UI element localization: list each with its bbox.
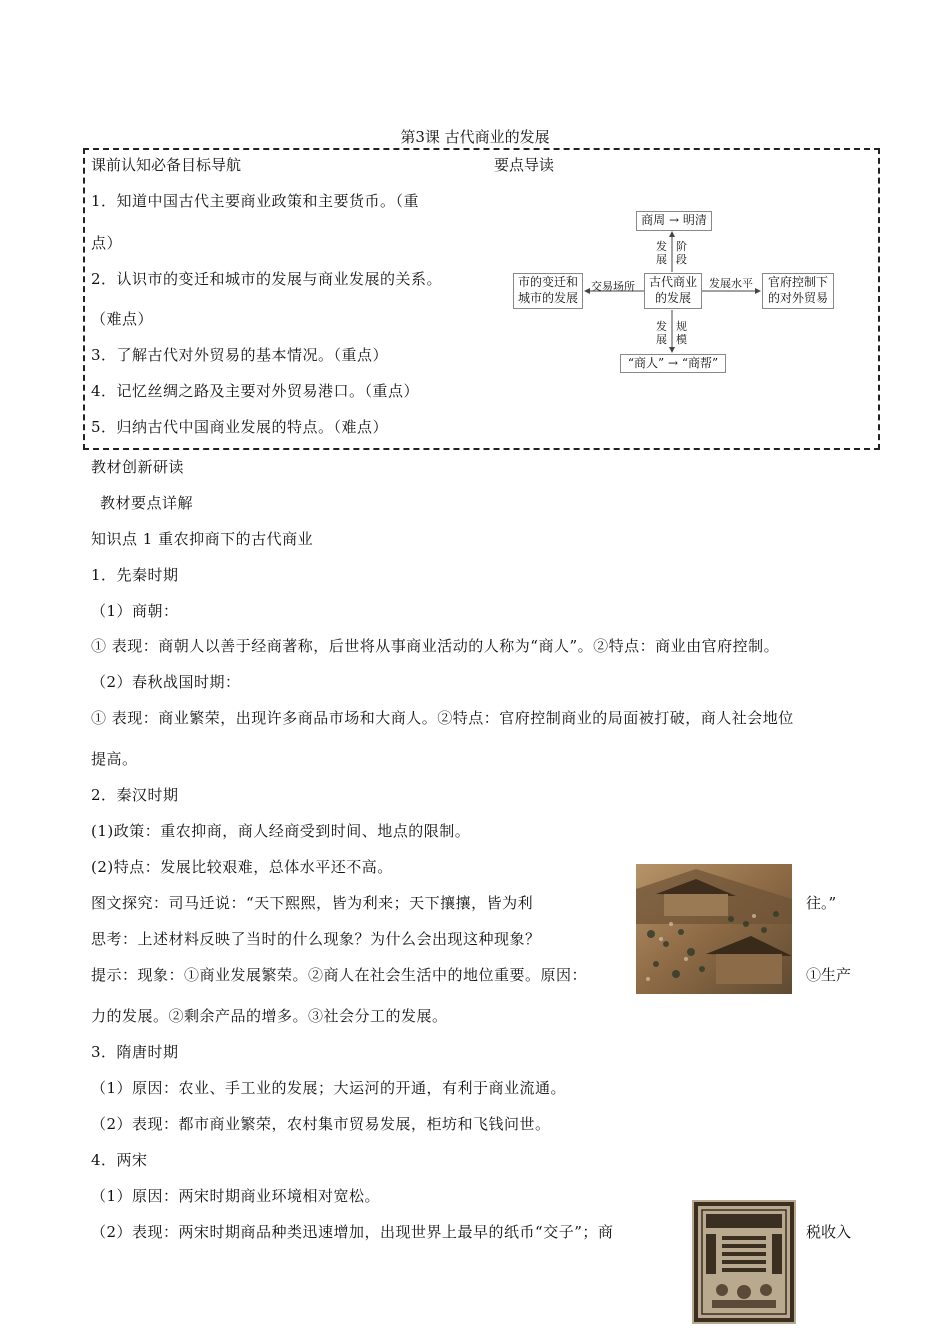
goal-item: 点） — [91, 234, 123, 252]
knowledge-point-heading: 知识点 1 重农抑商下的古代商业 — [91, 530, 314, 548]
paragraph: 税收入 — [806, 1223, 852, 1241]
node-market-line: 城市的发展 — [517, 291, 578, 305]
goal-item: 2．认识市的变迁和城市的发展与商业发展的关系。 — [91, 270, 443, 288]
goal-item: 1．知道中国古代主要商业政策和主要货币。（重 — [91, 192, 420, 210]
node-trade-line: 官府控制下 — [767, 275, 828, 289]
label-stage: 阶段 — [676, 240, 687, 266]
node-market-line: 市的变迁和 — [517, 275, 578, 289]
node-center-line: 的发展 — [654, 291, 691, 305]
market-painting-image — [636, 864, 792, 994]
sub-heading: 教材要点详解 — [100, 494, 194, 512]
node-market — [513, 273, 583, 309]
label-scale: 规模 — [676, 320, 687, 346]
node-scale: “商人” → “商帮” — [620, 354, 726, 373]
label-develop: 发展 — [656, 320, 667, 346]
paragraph: （1）商朝： — [91, 602, 179, 620]
paragraph: (2)特点：发展比较艰难，总体水平还不高。 — [91, 858, 393, 876]
paragraph: 4．两宋 — [91, 1151, 148, 1169]
paragraph: （1）原因：两宋时期商业环境相对宽松。 — [91, 1187, 381, 1205]
page-title: 第3课 古代商业的发展 — [400, 128, 550, 146]
paragraph: ① 表现：商业繁荣，出现许多商品市场和大商人。②特点：官府控制商业的局面被打破，商人社会地位 — [91, 709, 794, 727]
paragraph: （2）春秋战国时期： — [91, 673, 241, 691]
paragraph: 提示：现象：①商业发展繁荣。②商人在社会生活中的地位重要。原因： — [91, 966, 588, 984]
goal-item: 5．归纳古代中国商业发展的特点。（难点） — [91, 418, 389, 436]
goals-heading: 课前认知必备目标导航 — [91, 156, 242, 174]
paragraph: ① 表现：商朝人以善于经商著称，后世将从事商业活动的人称为“商人”。②特点：商业由官府控制。 — [91, 637, 780, 655]
node-center — [644, 273, 702, 309]
paragraph: 1．先秦时期 — [91, 566, 179, 584]
node-trade — [762, 273, 834, 309]
label-develop: 发展 — [656, 240, 667, 266]
paragraph: （2）表现：都市商业繁荣，农村集市贸易发展，柜坊和飞钱问世。 — [91, 1115, 551, 1133]
paragraph: ①生产 — [806, 966, 852, 984]
goal-item: 3．了解古代对外贸易的基本情况。（重点） — [91, 346, 389, 364]
section-heading: 教材创新研读 — [91, 458, 185, 476]
paragraph: 3．隋唐时期 — [91, 1043, 179, 1061]
paragraph: 图文探究：司马迁说：“天下熙熙，皆为利来；天下攘攘，皆为利 — [91, 894, 534, 912]
label-trading-place: 交易场所 — [591, 280, 635, 293]
paragraph: 提高。 — [91, 750, 138, 768]
paragraph: (1)政策：重农抑商，商人经商受到时间、地点的限制。 — [91, 822, 471, 840]
node-center-line: 古代商业 — [648, 275, 697, 289]
paragraph: 力的发展。②剩余产品的增多。③社会分工的发展。 — [91, 1007, 448, 1025]
paragraph: 往。” — [806, 894, 837, 912]
node-trade-line: 的对外贸易 — [767, 291, 828, 305]
paragraph: 2．秦汉时期 — [91, 786, 179, 804]
goal-item: （难点） — [91, 310, 154, 328]
goal-item: 4．记忆丝绸之路及主要对外贸易港口。（重点） — [91, 382, 420, 400]
jiaozi-banknote-image — [692, 1200, 796, 1324]
paragraph: （1）原因：农业、手工业的发展；大运河的开通，有利于商业流通。 — [91, 1079, 567, 1097]
label-level: 发展水平 — [709, 277, 753, 290]
paragraph: 思考：上述材料反映了当时的什么现象？为什么会出现这种现象？ — [91, 930, 541, 948]
node-stage: 商周 → 明清 — [636, 211, 712, 231]
paragraph: （2）表现：两宋时期商品种类迅速增加，出现世界上最早的纸币“交子”；商 — [91, 1223, 614, 1241]
reading-guide-heading: 要点导读 — [494, 156, 555, 174]
